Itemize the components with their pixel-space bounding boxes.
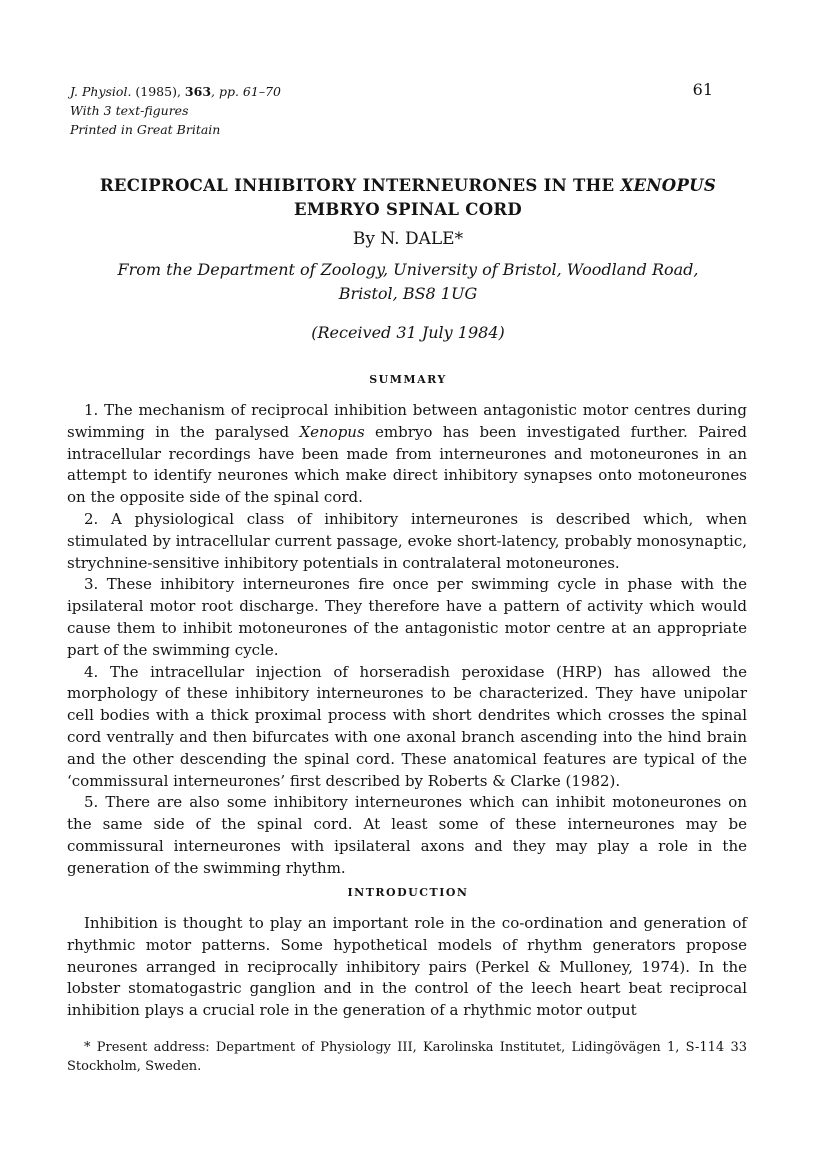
journal-year: (1985), — [131, 84, 185, 99]
paragraph-text: 4. The intracellular injection of horseradish peroxidase (HRP) has allowed the morphology of these inhibitory interneurones to be characterized. They have unipolar cell bodies with a thick proximal process with short dendrites which crosses the spinal cord ventrally and then bifurcates with one axonal branch ascending into the hind brain and the other descending the spinal cord. These anatomical features are typical of the ‘commissural interneurones’ first described by Roberts & Clarke (1982). — [67, 662, 747, 790]
affiliation — [100, 258, 716, 306]
journal-meta — [70, 82, 281, 139]
affiliation-line-1: From the Department of Zoology, University of Bristol, Woodland Road, — [117, 260, 699, 279]
footnote-text: * Present address: Department of Physiology III, Karolinska Institutet, Lidingövägen 1, S-114 33 Stockholm, Sweden. — [67, 1040, 747, 1074]
paragraph-text: 3. These inhibitory interneurones fire once per swimming cycle in phase with the ipsilateral motor root discharge. They therefore have a pattern of activity which would cause them to inhibit motoneurones of the antagonistic motor centre at an appropriate part of the swimming cycle. — [67, 575, 747, 659]
italic-text: Xenopus — [299, 422, 365, 441]
summary-paragraph — [67, 574, 747, 661]
journal-volume: 363 — [184, 84, 212, 99]
affiliation-line-2: Bristol, BS8 1UG — [338, 284, 478, 303]
page-number: 61 — [692, 80, 713, 99]
introduction-paragraph: Inhibition is thought to play an important role in the co-ordination and generation of rhythmic motor patterns. Some hypothetical models of rhythm generators propose neurones arranged in reciprocally inhibitory pairs (Perkel & Mulloney, 1974). In the lobster stomatogastric ganglion and in the control of the leech heart beat reciprocal inhibition plays a crucial role in the generation of a rhythmic motor output — [67, 914, 747, 1020]
paragraph-text: embryo has been investigated further. Paired intracellular recordings have been made from interneurones and motoneurones in an attempt to identify neurones which make direct inhibitory synapses onto motoneurones on the opposite side of the spinal cord. — [67, 422, 747, 507]
journal-pages: , pp. 61–70 — [211, 84, 281, 99]
summary-paragraph — [67, 400, 747, 509]
title-line-2: EMBRYO SPINAL CORD — [293, 200, 523, 219]
summary-heading: SUMMARY — [369, 373, 447, 386]
paper-title — [70, 174, 746, 222]
introduction-body — [67, 913, 747, 1022]
paragraph-text: 1. The mechanism of reciprocal inhibition between antagonistic motor centres during swimming in the paralysed — [67, 401, 747, 441]
summary-paragraph — [67, 662, 747, 793]
figures-line: With 3 text-figures — [70, 103, 189, 118]
summary-body — [67, 400, 747, 880]
title-italic: XENOPUS — [620, 176, 717, 195]
author: By N. DALE* — [352, 229, 464, 249]
printed-line: Printed in Great Britain — [70, 122, 221, 137]
paragraph-text: 5. There are also some inhibitory interneurones which can inhibit motoneurones on the same side of the spinal cord. At least some of these interneurones may be commissural interneurones with ipsilateral axons and they may play a role in the generation of the swimming rhythm. — [67, 793, 747, 877]
summary-paragraph — [67, 792, 747, 879]
footnote — [67, 1038, 747, 1076]
introduction-heading: INTRODUCTION — [347, 886, 469, 899]
summary-paragraph — [67, 509, 747, 574]
paragraph-text: 2. A physiological class of inhibitory interneurones is described which, when stimulated by intracellular current passage, evoke short-latency, probably monosynaptic, strychnine-sensitive inhibitory potentials in contralateral motoneurones. — [67, 509, 747, 572]
received-date: (Received 31 July 1984) — [311, 323, 505, 342]
journal-name: J. Physiol. — [70, 84, 132, 99]
title-line-1 — [100, 176, 716, 195]
title-text: RECIPROCAL INHIBITORY INTERNEURONES IN THE — [99, 176, 621, 195]
citation-line — [70, 82, 281, 101]
